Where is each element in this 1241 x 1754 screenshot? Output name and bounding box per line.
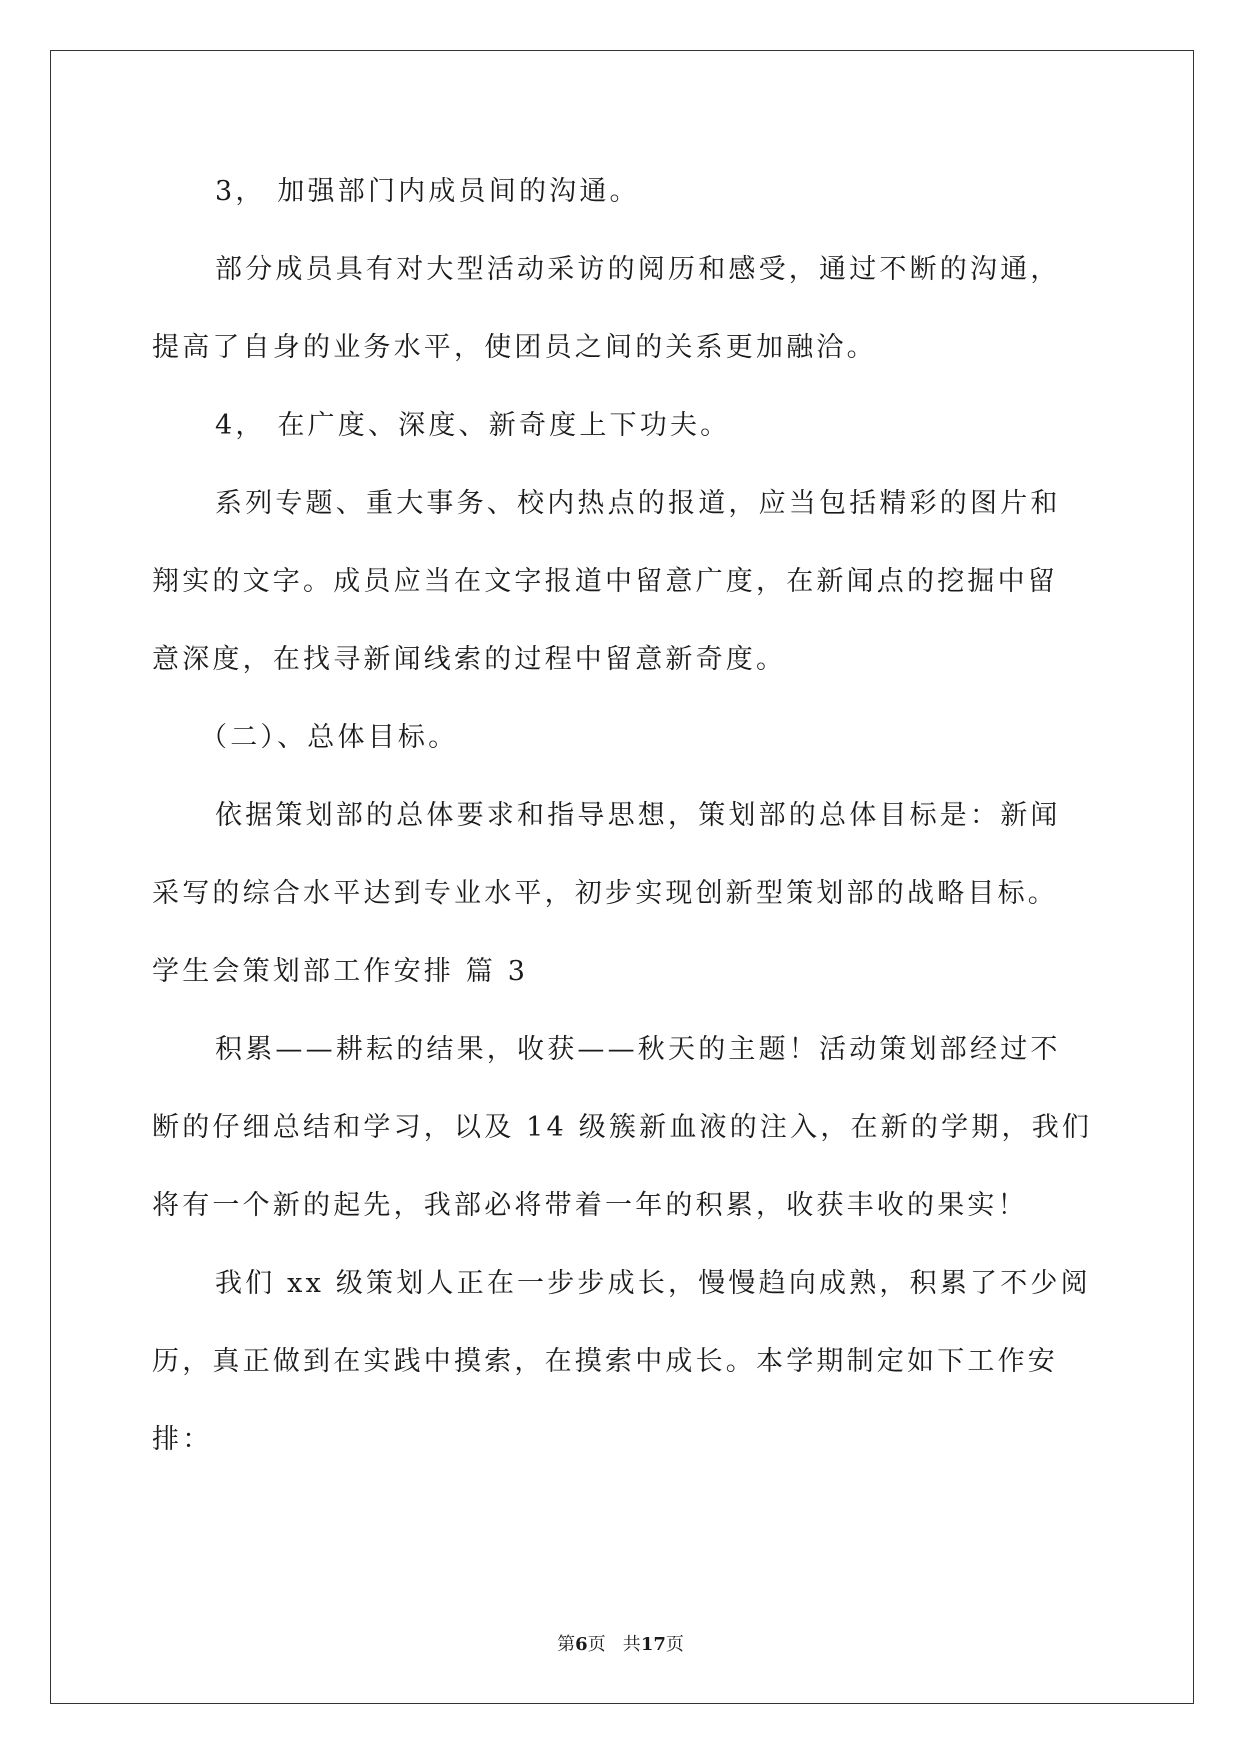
paragraph-line: 依据策划部的总体要求和指导思想，策划部的总体目标是：新闻 xyxy=(215,800,1061,831)
paragraph-line: 采写的综合水平达到专业水平，初步实现创新型策划部的战略目标。 xyxy=(152,878,1058,909)
footer-prefix: 第 xyxy=(557,1634,576,1655)
paragraph-line: 断的仔细总结和学习，以及 14 级簇新血液的注入，在新的学期，我们 xyxy=(152,1112,1093,1143)
paragraph-line: 历，真正做到在实践中摸索，在摸索中成长。本学期制定如下工作安 xyxy=(152,1346,1058,1377)
paragraph-line: 提高了自身的业务水平，使团员之间的关系更加融洽。 xyxy=(152,332,877,363)
footer-total-pages: 17 xyxy=(640,1634,666,1655)
paragraph-line: 翔实的文字。成员应当在文字报道中留意广度，在新闻点的挖掘中留 xyxy=(152,566,1058,597)
page-footer xyxy=(0,1636,1241,1654)
footer-page-number: 6 xyxy=(575,1634,588,1655)
paragraph-line: 系列专题、重大事务、校内热点的报道，应当包括精彩的图片和 xyxy=(215,488,1061,519)
section-heading: （二）、总体目标。 xyxy=(200,722,459,753)
footer-middle: 页 共 xyxy=(587,1634,641,1655)
list-item-4-heading: 4， 在广度、深度、新奇度上下功夫。 xyxy=(215,410,731,441)
paragraph-line: 将有一个新的起先，我部必将带着一年的积累，收获丰收的果实！ xyxy=(152,1190,1028,1221)
footer-suffix: 页 xyxy=(665,1634,684,1655)
paragraph-line: 意深度，在找寻新闻线索的过程中留意新奇度。 xyxy=(152,644,787,675)
paragraph-line: 我们 xx 级策划人正在一步步成长，慢慢趋向成熟，积累了不少阅 xyxy=(215,1268,1091,1299)
paragraph-line: 积累——耕耘的结果，收获——秋天的主题！活动策划部经过不 xyxy=(215,1034,1061,1065)
paragraph-line: 部分成员具有对大型活动采访的阅历和感受，通过不断的沟通， xyxy=(215,254,1061,285)
paragraph-line: 排： xyxy=(152,1424,213,1455)
page-border xyxy=(50,50,1194,1704)
article-title: 学生会策划部工作安排 篇 3 xyxy=(152,956,529,987)
list-item-3-heading: 3， 加强部门内成员间的沟通。 xyxy=(215,176,640,207)
